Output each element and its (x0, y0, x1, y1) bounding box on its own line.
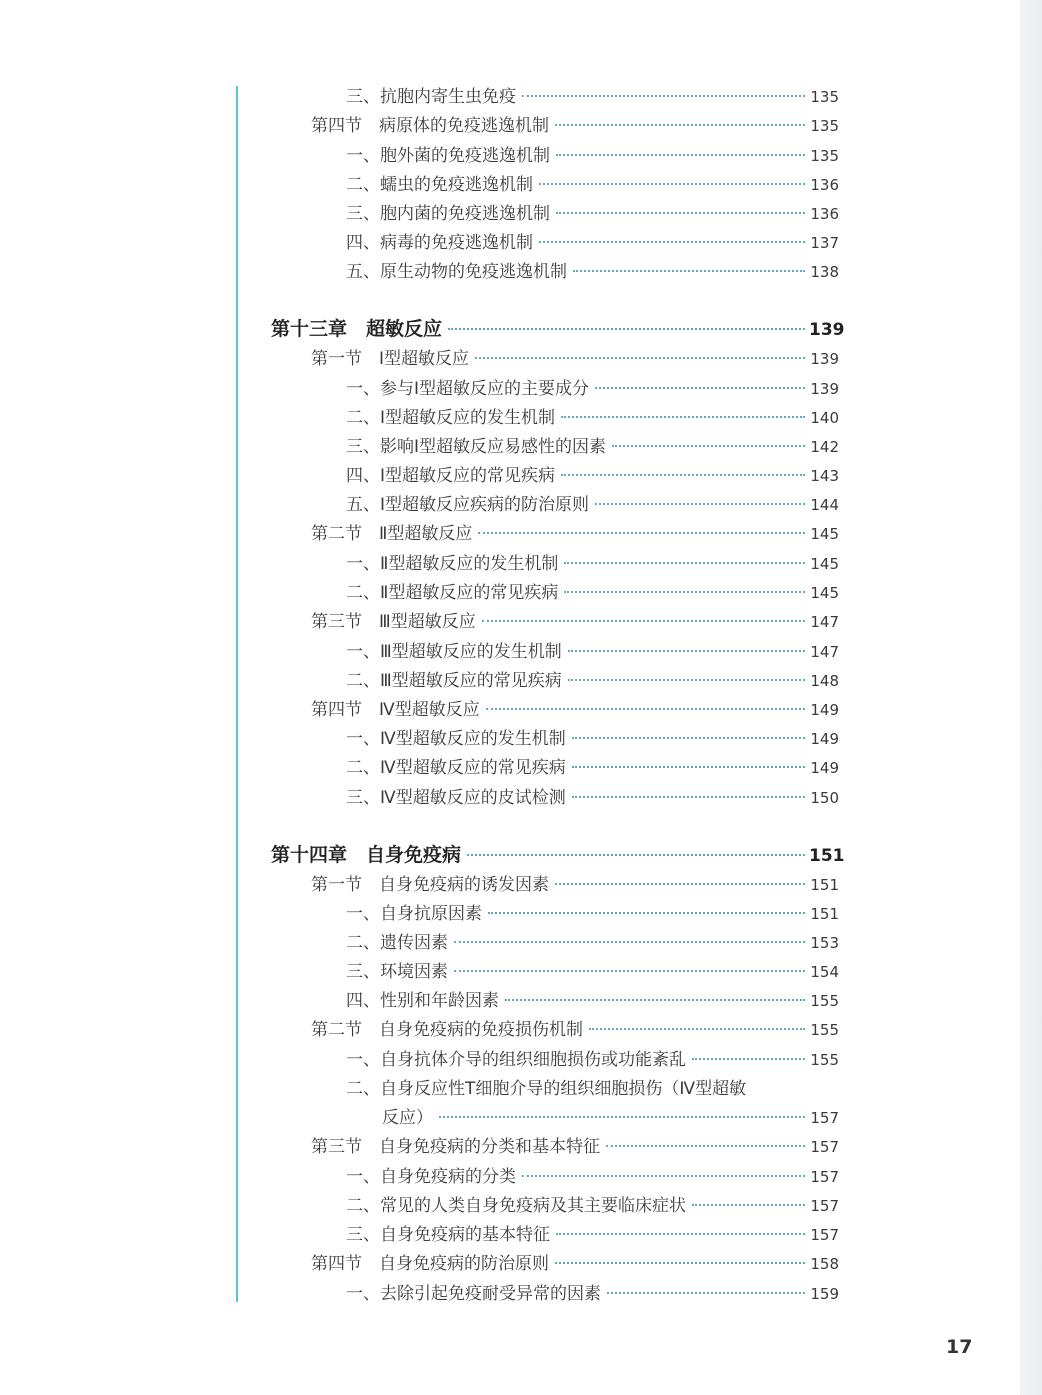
leader-dots (478, 532, 805, 534)
leader-dots (692, 1058, 805, 1060)
toc-entry[interactable]: 二、Ⅱ型超敏反应的常见疾病 145 (346, 583, 839, 603)
leader-dots (482, 620, 805, 622)
toc-entry[interactable]: 一、胞外菌的免疫逃逸机制 135 (346, 146, 839, 166)
toc-entry[interactable]: 二、Ⅳ型超敏反应的常见疾病 149 (346, 758, 839, 778)
toc-entry[interactable]: 三、抗胞内寄生虫免疫 135 (346, 87, 839, 107)
leader-dots (572, 796, 805, 798)
leader-dots (573, 270, 805, 272)
leader-dots (488, 912, 805, 914)
toc-entry[interactable]: 四、病毒的免疫逃逸机制 137 (346, 233, 839, 253)
toc-entry[interactable]: 一、Ⅳ型超敏反应的发生机制 149 (346, 729, 839, 749)
leader-dots (539, 241, 805, 243)
leader-dots (561, 474, 805, 476)
toc-chapter[interactable]: 第十三章 超敏反应 139 (271, 318, 845, 340)
leader-dots (561, 416, 805, 418)
toc-entry[interactable]: 三、自身免疫病的基本特征 157 (346, 1225, 839, 1245)
leader-dots (555, 883, 805, 885)
toc-entry[interactable]: 第一节 自身免疫病的诱发因素 151 (311, 875, 839, 895)
toc-entry[interactable]: 五、Ⅰ型超敏反应疾病的防治原则 144 (346, 495, 839, 515)
leader-dots (448, 328, 805, 330)
toc-entry[interactable]: 一、去除引起免疫耐受异常的因素 159 (346, 1284, 839, 1304)
toc-entry[interactable]: 三、胞内菌的免疫逃逸机制 136 (346, 204, 839, 224)
leader-dots (572, 737, 805, 739)
toc-entry[interactable]: 二、蠕虫的免疫逃逸机制 136 (346, 175, 839, 195)
leader-dots (439, 1116, 805, 1118)
leader-dots (556, 212, 805, 214)
toc-entry[interactable]: 一、自身抗体介导的组织细胞损伤或功能紊乱 155 (346, 1050, 839, 1070)
toc-entry[interactable]: 第四节 病原体的免疫逃逸机制 135 (311, 116, 839, 136)
toc-entry[interactable]: 五、原生动物的免疫逃逸机制 138 (346, 262, 839, 282)
toc-chapter[interactable]: 第十四章 自身免疫病 151 (271, 844, 845, 866)
toc-entry[interactable]: 第二节 Ⅱ型超敏反应 145 (311, 524, 839, 544)
toc-entry[interactable]: 一、参与Ⅰ型超敏反应的主要成分 139 (346, 379, 839, 399)
toc-entry-first-line[interactable]: 二、自身反应性T细胞介导的组织细胞损伤（Ⅳ型超敏 (346, 1079, 747, 1099)
leader-dots (564, 591, 805, 593)
leader-dots (612, 445, 805, 447)
toc-entry[interactable]: 三、环境因素 154 (346, 962, 839, 982)
toc-entry[interactable]: 四、性别和年龄因素 155 (346, 991, 839, 1011)
leader-dots (572, 766, 805, 768)
leader-dots (564, 562, 805, 564)
leader-dots (568, 679, 805, 681)
toc-entry[interactable]: 一、自身免疫病的分类 157 (346, 1167, 839, 1187)
toc-entry-continuation[interactable]: 反应） 157 (382, 1108, 839, 1128)
toc-entry[interactable]: 第三节 Ⅲ型超敏反应 147 (311, 612, 839, 632)
toc-entry[interactable]: 二、遗传因素 153 (346, 933, 839, 953)
toc-entry[interactable]: 一、自身抗原因素 151 (346, 904, 839, 924)
leader-dots (454, 970, 805, 972)
leader-dots (556, 1233, 805, 1235)
leader-dots (692, 1204, 805, 1206)
leader-dots (486, 708, 805, 710)
leader-dots (556, 154, 805, 156)
leader-dots (555, 1262, 805, 1264)
toc-entry[interactable]: 二、Ⅲ型超敏反应的常见疾病 148 (346, 671, 839, 691)
leader-dots (595, 387, 805, 389)
leader-dots (505, 999, 805, 1001)
leader-dots (475, 357, 805, 359)
leader-dots (522, 95, 805, 97)
leader-dots (607, 1292, 805, 1294)
toc-entry[interactable]: 一、Ⅱ型超敏反应的发生机制 145 (346, 554, 839, 574)
toc-entry[interactable]: 二、常见的人类自身免疫病及其主要临床症状 157 (346, 1196, 839, 1216)
toc-entry[interactable]: 第三节 自身免疫病的分类和基本特征 157 (311, 1137, 839, 1157)
leader-dots (522, 1175, 805, 1177)
leader-dots (606, 1145, 805, 1147)
toc-entry[interactable]: 一、Ⅲ型超敏反应的发生机制 147 (346, 642, 839, 662)
toc-entry[interactable]: 第四节 自身免疫病的防治原则 158 (311, 1254, 839, 1274)
leader-dots (467, 854, 805, 856)
leader-dots (555, 124, 805, 126)
leader-dots (539, 183, 805, 185)
toc-entry[interactable]: 第四节 Ⅳ型超敏反应 149 (311, 700, 839, 720)
leader-dots (568, 650, 805, 652)
toc-entry[interactable]: 二、Ⅰ型超敏反应的发生机制 140 (346, 408, 839, 428)
page-number: 17 (946, 1336, 973, 1358)
toc-entry[interactable]: 第二节 自身免疫病的免疫损伤机制 155 (311, 1020, 839, 1040)
toc-entry[interactable]: 四、Ⅰ型超敏反应的常见疾病 143 (346, 466, 839, 486)
toc-entry[interactable]: 三、影响Ⅰ型超敏反应易感性的因素 142 (346, 437, 839, 457)
toc-entry[interactable]: 三、Ⅳ型超敏反应的皮试检测 150 (346, 788, 839, 808)
leader-dots (454, 941, 805, 943)
leader-dots (595, 503, 805, 505)
toc-entry[interactable]: 第一节 Ⅰ型超敏反应 139 (311, 349, 839, 369)
leader-dots (589, 1028, 805, 1030)
